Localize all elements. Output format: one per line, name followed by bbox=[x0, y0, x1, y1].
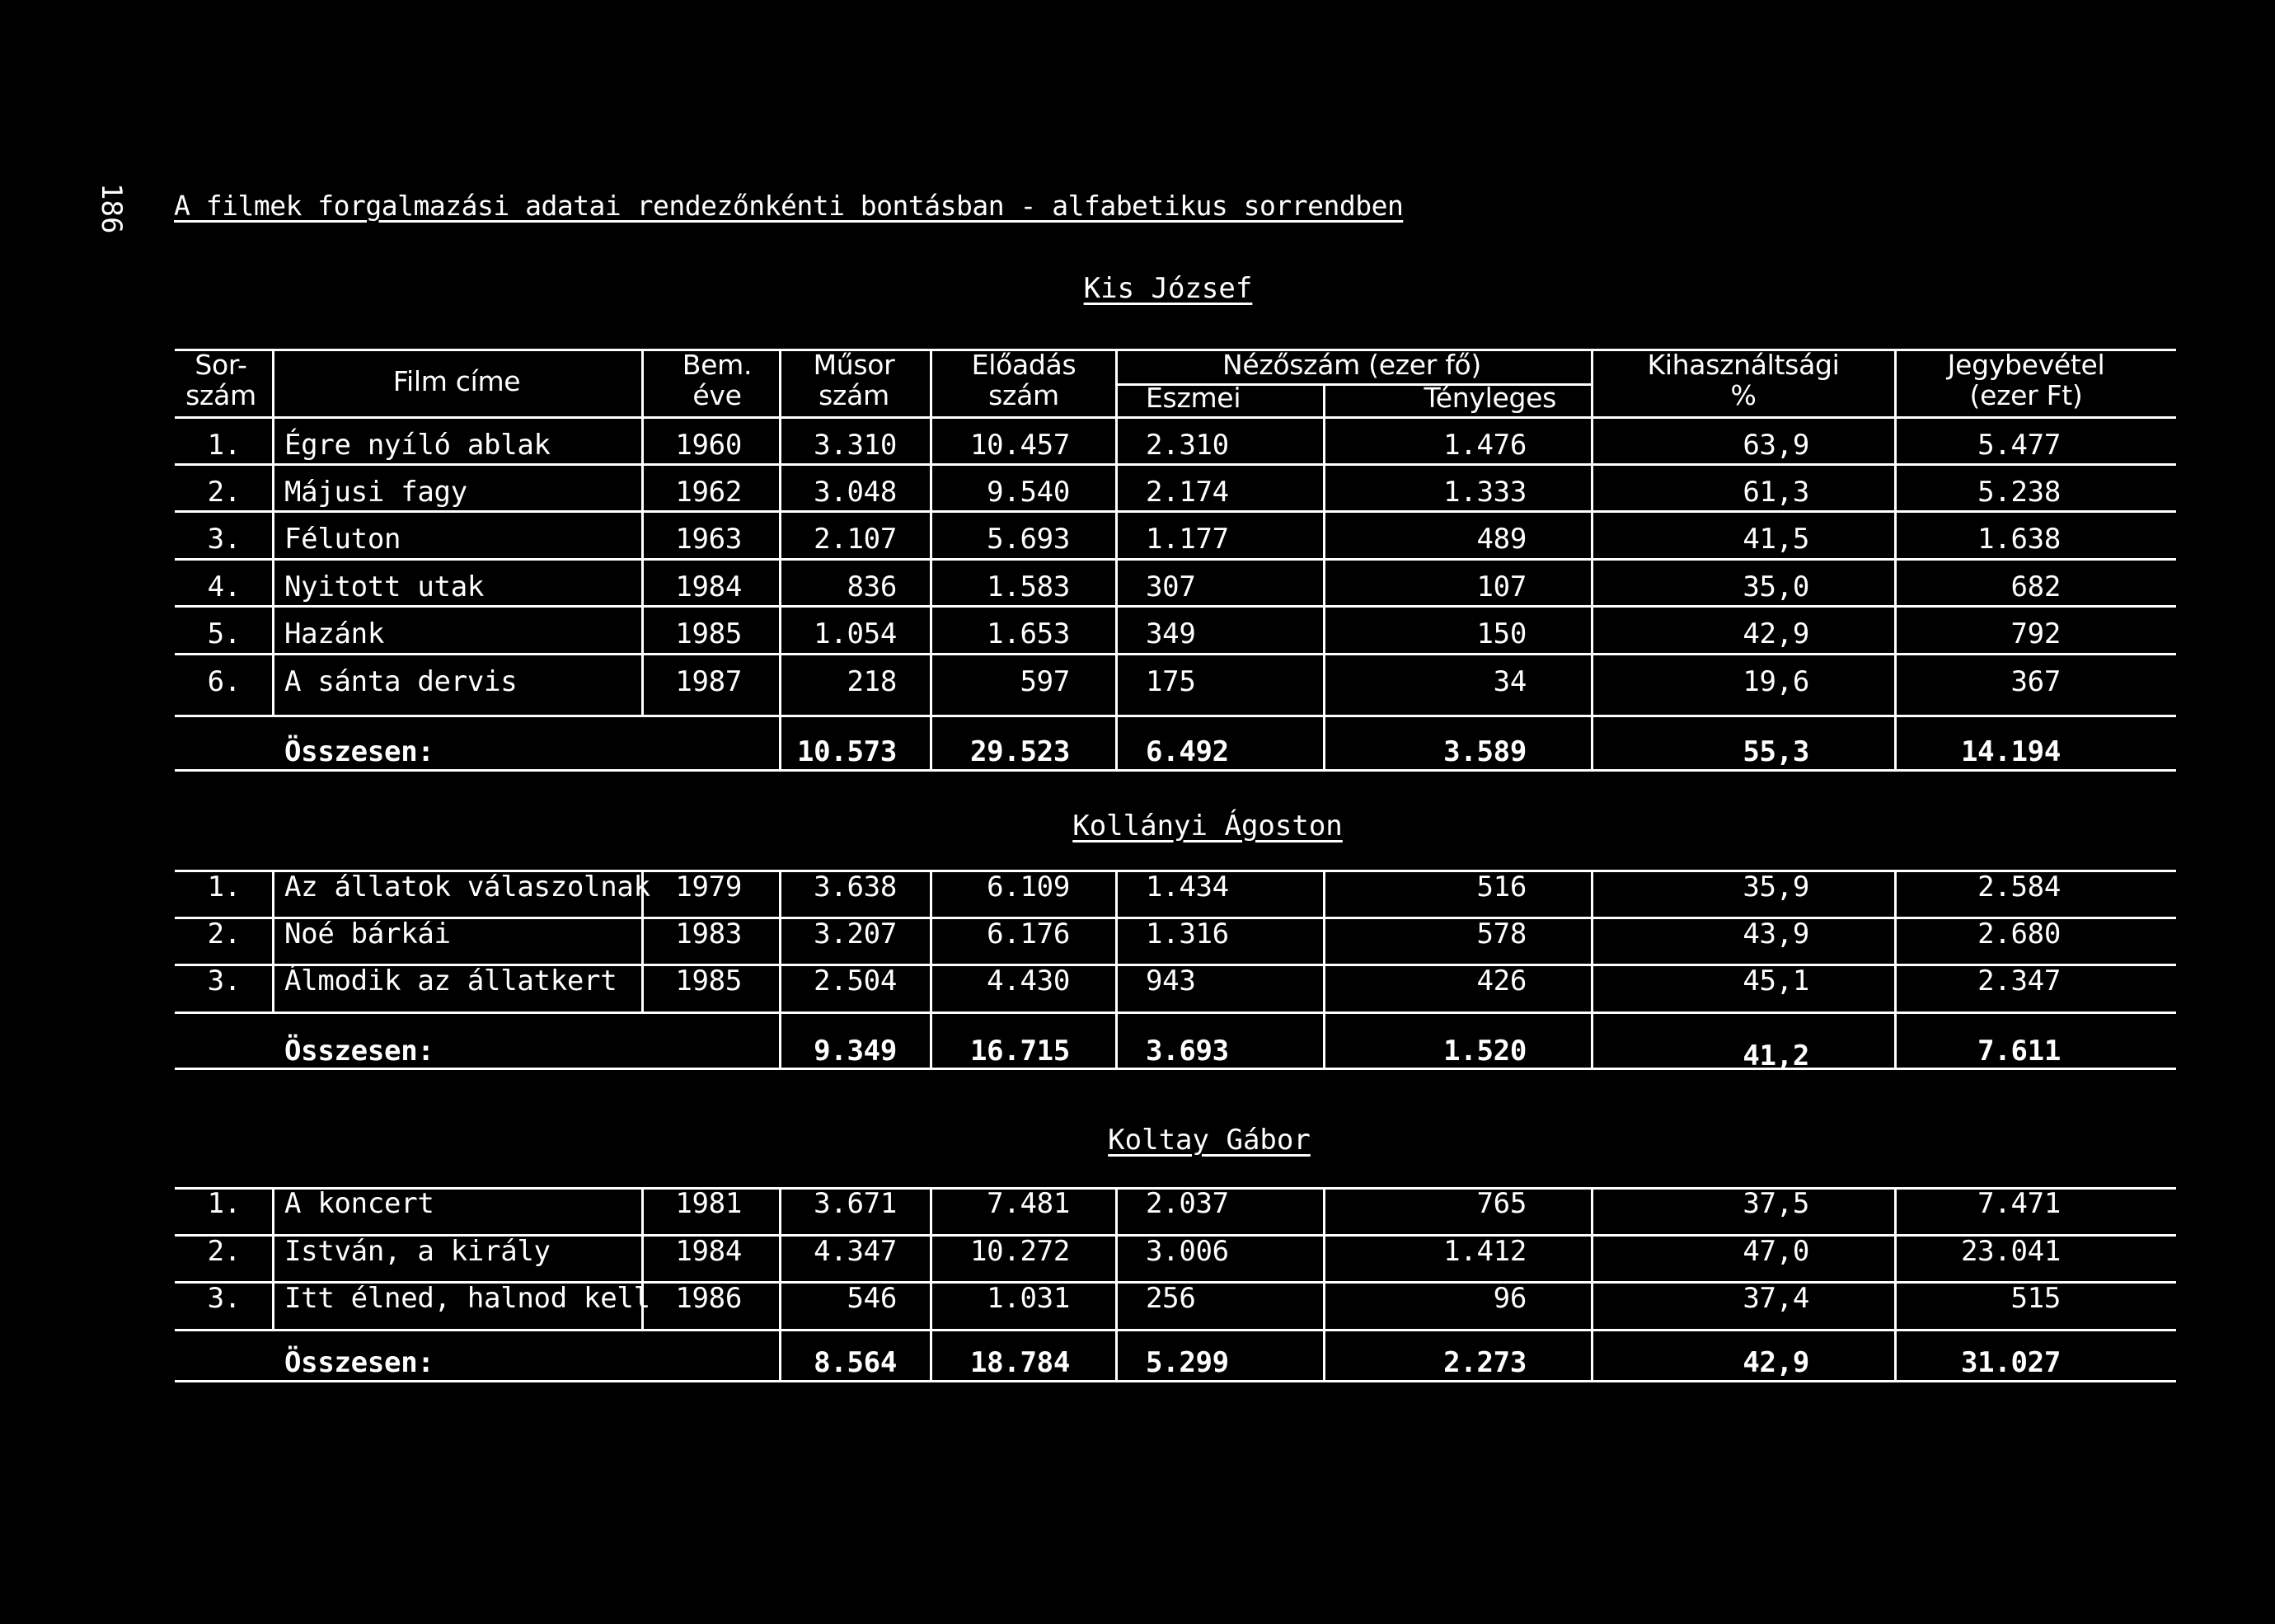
eloadas-szam: 7.481 bbox=[987, 1187, 1070, 1220]
row-number: 3. bbox=[207, 1282, 241, 1315]
kihasznaltsag-pct: 45,1 bbox=[1743, 965, 1809, 997]
film-title: Égre nyíló ablak bbox=[284, 429, 551, 462]
nezoszam-tenyleges: 765 bbox=[1476, 1187, 1527, 1220]
row-number: 4. bbox=[207, 570, 241, 603]
release-year: 1986 bbox=[675, 1282, 742, 1315]
column-divider bbox=[779, 1187, 781, 1329]
film-title: Májusi fagy bbox=[284, 476, 467, 509]
total-bottom-rule bbox=[175, 769, 2176, 772]
row-number: 1. bbox=[207, 429, 241, 462]
column-divider bbox=[1591, 1187, 1593, 1329]
jegybevetel: 2.347 bbox=[1977, 965, 2061, 997]
header-divider bbox=[1323, 383, 1325, 416]
header-nezoszam: Nézőszám (ezer fő) bbox=[1222, 349, 1482, 381]
kihasznaltsag-pct: 43,9 bbox=[1743, 918, 1809, 950]
nezoszam-eszmei: 943 bbox=[1146, 965, 1196, 997]
nezoszam-eszmei: 256 bbox=[1146, 1282, 1196, 1315]
eloadas-szam: 6.176 bbox=[987, 918, 1070, 950]
film-title: Noé bárkái bbox=[284, 918, 451, 950]
header-sorszam-line2: szám bbox=[185, 379, 256, 411]
header-kihasznaltsagi-line2: % bbox=[1730, 379, 1757, 411]
row-number: 3. bbox=[207, 523, 241, 556]
nezoszam-tenyleges: 1.412 bbox=[1443, 1235, 1527, 1268]
header-divider bbox=[641, 349, 644, 416]
nezoszam-tenyleges: 34 bbox=[1493, 665, 1527, 698]
total-label: Összesen: bbox=[284, 1346, 434, 1379]
row-rule bbox=[175, 558, 2176, 561]
release-year: 1979 bbox=[675, 871, 742, 904]
total-tenyleges: 3.589 bbox=[1443, 735, 1527, 768]
row-number: 2. bbox=[207, 1235, 241, 1268]
total-eszmei: 3.693 bbox=[1146, 1035, 1229, 1068]
column-divider bbox=[1894, 870, 1897, 1011]
section-director: Kollányi Ágoston bbox=[1072, 810, 1343, 843]
jegybevetel: 2.680 bbox=[1977, 918, 2061, 950]
eloadas-szam: 6.109 bbox=[987, 871, 1070, 904]
header-jegybevetel-line1: Jegybevétel bbox=[1947, 349, 2105, 381]
film-title: A koncert bbox=[284, 1187, 434, 1220]
musor-szam: 3.638 bbox=[814, 871, 897, 904]
row-number: 1. bbox=[207, 1187, 241, 1220]
total-jegybevetel: 7.611 bbox=[1977, 1035, 2061, 1068]
column-divider bbox=[1323, 1187, 1325, 1329]
nezoszam-tenyleges: 107 bbox=[1476, 570, 1527, 603]
release-year: 1981 bbox=[675, 1187, 742, 1220]
column-divider bbox=[272, 1187, 274, 1329]
total-jegybevetel: 14.194 bbox=[1960, 735, 2061, 768]
document-title: A filmek forgalmazási adatai rendezőnkénti bontásban - alfabetikus sorrendben bbox=[174, 190, 1404, 222]
total-divider bbox=[1894, 715, 1897, 769]
header-divider bbox=[1591, 349, 1593, 416]
jegybevetel: 792 bbox=[2010, 617, 2061, 650]
nezoszam-tenyleges: 578 bbox=[1476, 918, 1527, 950]
header-musor-line1: Műsor bbox=[813, 349, 895, 381]
total-divider bbox=[930, 715, 932, 769]
film-title: Nyitott utak bbox=[284, 570, 485, 603]
header-divider bbox=[1115, 349, 1118, 416]
total-musor: 10.573 bbox=[796, 735, 897, 768]
total-divider bbox=[1115, 715, 1118, 769]
row-rule bbox=[175, 653, 2176, 655]
row-rule bbox=[175, 463, 2176, 466]
film-title: Hazánk bbox=[284, 617, 385, 650]
row-rule bbox=[175, 605, 2176, 608]
header-kihasznaltsagi-line1: Kihasználtsági bbox=[1647, 349, 1840, 381]
kihasznaltsag-pct: 61,3 bbox=[1743, 476, 1809, 509]
eloadas-szam: 10.457 bbox=[969, 429, 1070, 462]
release-year: 1987 bbox=[675, 665, 742, 698]
jegybevetel: 23.041 bbox=[1960, 1235, 2061, 1268]
column-divider bbox=[1591, 870, 1593, 1011]
header-eloadas-line1: Előadás bbox=[971, 349, 1077, 381]
column-divider bbox=[641, 416, 644, 715]
header-eloadas-line2: szám bbox=[988, 379, 1059, 411]
nezoszam-tenyleges: 426 bbox=[1476, 965, 1527, 997]
kihasznaltsag-pct: 19,6 bbox=[1743, 665, 1809, 698]
release-year: 1985 bbox=[675, 965, 742, 997]
row-rule bbox=[175, 510, 2176, 513]
release-year: 1984 bbox=[675, 570, 742, 603]
eloadas-szam: 1.031 bbox=[987, 1282, 1070, 1315]
total-pct: 41,2 bbox=[1743, 1040, 1809, 1072]
section-director: Kis József bbox=[1083, 272, 1253, 305]
musor-szam: 3.310 bbox=[814, 429, 897, 462]
total-tenyleges: 1.520 bbox=[1443, 1035, 1527, 1068]
nezoszam-tenyleges: 96 bbox=[1493, 1282, 1527, 1315]
eloadas-szam: 597 bbox=[1020, 665, 1070, 698]
header-top-rule bbox=[175, 349, 2176, 351]
total-bottom-rule bbox=[175, 1380, 2176, 1382]
total-musor: 9.349 bbox=[814, 1035, 897, 1068]
row-number: 6. bbox=[207, 665, 241, 698]
row-rule bbox=[175, 1011, 2176, 1014]
section-director: Koltay Gábor bbox=[1108, 1124, 1311, 1157]
nezoszam-eszmei: 349 bbox=[1146, 617, 1196, 650]
total-pct: 55,3 bbox=[1743, 735, 1809, 768]
film-title: A sánta dervis bbox=[284, 665, 518, 698]
total-eszmei: 6.492 bbox=[1146, 735, 1229, 768]
row-number: 1. bbox=[207, 871, 241, 904]
nezoszam-eszmei: 175 bbox=[1146, 665, 1196, 698]
header-tenyleges: Tényleges bbox=[1424, 382, 1556, 414]
row-number: 2. bbox=[207, 918, 241, 950]
eloadas-szam: 10.272 bbox=[969, 1235, 1070, 1268]
column-divider bbox=[1115, 1187, 1118, 1329]
total-divider bbox=[1323, 1011, 1325, 1068]
nezoszam-eszmei: 1.177 bbox=[1146, 523, 1229, 556]
row-number: 3. bbox=[207, 965, 241, 997]
kihasznaltsag-pct: 41,5 bbox=[1743, 523, 1809, 556]
column-divider bbox=[1323, 870, 1325, 1011]
film-title: Az állatok válaszolnak bbox=[284, 871, 650, 904]
total-tenyleges: 2.273 bbox=[1443, 1346, 1527, 1379]
column-divider bbox=[930, 870, 932, 1011]
column-divider bbox=[930, 1187, 932, 1329]
header-musor-line2: szám bbox=[819, 379, 889, 411]
total-divider bbox=[1591, 1329, 1593, 1380]
film-title: Féluton bbox=[284, 523, 401, 556]
total-divider bbox=[779, 715, 781, 769]
header-divider bbox=[272, 349, 274, 416]
row-number: 2. bbox=[207, 476, 241, 509]
header-divider bbox=[1894, 349, 1897, 416]
nezoszam-tenyleges: 516 bbox=[1476, 871, 1527, 904]
kihasznaltsag-pct: 35,0 bbox=[1743, 570, 1809, 603]
column-divider bbox=[930, 416, 932, 715]
film-title: István, a király bbox=[284, 1235, 551, 1268]
row-rule bbox=[175, 416, 2176, 419]
total-divider bbox=[1323, 1329, 1325, 1380]
eloadas-szam: 4.430 bbox=[987, 965, 1070, 997]
musor-szam: 3.671 bbox=[814, 1187, 897, 1220]
jegybevetel: 515 bbox=[2010, 1282, 2061, 1315]
eloadas-szam: 1.653 bbox=[987, 617, 1070, 650]
nezoszam-eszmei: 1.316 bbox=[1146, 918, 1229, 950]
total-label: Összesen: bbox=[284, 1035, 434, 1068]
nezoszam-eszmei: 3.006 bbox=[1146, 1235, 1229, 1268]
jegybevetel: 5.238 bbox=[1977, 476, 2061, 509]
column-divider bbox=[779, 870, 781, 1011]
musor-szam: 3.048 bbox=[814, 476, 897, 509]
eloadas-szam: 1.583 bbox=[987, 570, 1070, 603]
header-film-cime: Film címe bbox=[392, 365, 521, 397]
total-divider bbox=[779, 1329, 781, 1380]
header-sorszam-line1: Sor- bbox=[195, 349, 247, 381]
release-year: 1983 bbox=[675, 918, 742, 950]
header-divider bbox=[930, 349, 932, 416]
jegybevetel: 2.584 bbox=[1977, 871, 2061, 904]
row-number: 5. bbox=[207, 617, 241, 650]
column-divider bbox=[1115, 870, 1118, 1011]
column-divider bbox=[272, 870, 274, 1011]
total-divider bbox=[1591, 715, 1593, 769]
column-divider bbox=[1894, 416, 1897, 715]
eloadas-szam: 5.693 bbox=[987, 523, 1070, 556]
musor-szam: 546 bbox=[847, 1282, 897, 1315]
kihasznaltsag-pct: 37,5 bbox=[1743, 1187, 1809, 1220]
nezoszam-eszmei: 2.037 bbox=[1146, 1187, 1229, 1220]
total-pct: 42,9 bbox=[1743, 1346, 1809, 1379]
nezoszam-tenyleges: 1.333 bbox=[1443, 476, 1527, 509]
jegybevetel: 1.638 bbox=[1977, 523, 2061, 556]
kihasznaltsag-pct: 63,9 bbox=[1743, 429, 1809, 462]
total-divider bbox=[1591, 1011, 1593, 1068]
nezoszam-tenyleges: 489 bbox=[1476, 523, 1527, 556]
musor-szam: 4.347 bbox=[814, 1235, 897, 1268]
total-jegybevetel: 31.027 bbox=[1960, 1346, 2061, 1379]
header-divider bbox=[779, 349, 781, 416]
nezoszam-eszmei: 1.434 bbox=[1146, 871, 1229, 904]
header-eszmei: Eszmei bbox=[1146, 382, 1241, 414]
nezoszam-tenyleges: 1.476 bbox=[1443, 429, 1527, 462]
total-eszmei: 5.299 bbox=[1146, 1346, 1229, 1379]
musor-szam: 836 bbox=[847, 570, 897, 603]
total-divider bbox=[1115, 1329, 1118, 1380]
jegybevetel: 5.477 bbox=[1977, 429, 2061, 462]
eloadas-szam: 9.540 bbox=[987, 476, 1070, 509]
header-bem-line1: Bem. bbox=[682, 349, 753, 381]
kihasznaltsag-pct: 35,9 bbox=[1743, 871, 1809, 904]
jegybevetel: 7.471 bbox=[1977, 1187, 2061, 1220]
total-divider bbox=[1894, 1329, 1897, 1380]
column-divider bbox=[1323, 416, 1325, 715]
total-eloadas: 29.523 bbox=[969, 735, 1070, 768]
musor-szam: 218 bbox=[847, 665, 897, 698]
column-divider bbox=[1115, 416, 1118, 715]
total-bottom-rule bbox=[175, 1068, 2176, 1070]
row-rule bbox=[175, 1329, 2176, 1331]
kihasznaltsag-pct: 37,4 bbox=[1743, 1282, 1809, 1315]
nezoszam-eszmei: 2.174 bbox=[1146, 476, 1229, 509]
kihasznaltsag-pct: 47,0 bbox=[1743, 1235, 1809, 1268]
musor-szam: 3.207 bbox=[814, 918, 897, 950]
total-divider bbox=[779, 1011, 781, 1068]
nezoszam-eszmei: 2.310 bbox=[1146, 429, 1229, 462]
total-eloadas: 16.715 bbox=[969, 1035, 1070, 1068]
page-number: 186 bbox=[95, 183, 128, 234]
total-eloadas: 18.784 bbox=[969, 1346, 1070, 1379]
total-divider bbox=[1323, 715, 1325, 769]
total-musor: 8.564 bbox=[814, 1346, 897, 1379]
total-divider bbox=[930, 1011, 932, 1068]
film-title: Álmodik az állatkert bbox=[284, 965, 617, 997]
header-jegybevetel-line2: (ezer Ft) bbox=[1969, 379, 2083, 411]
row-rule bbox=[175, 715, 2176, 717]
jegybevetel: 367 bbox=[2010, 665, 2061, 698]
jegybevetel: 682 bbox=[2010, 570, 2061, 603]
release-year: 1985 bbox=[675, 617, 742, 650]
total-divider bbox=[1894, 1011, 1897, 1068]
release-year: 1963 bbox=[675, 523, 742, 556]
header-bem-line2: éve bbox=[692, 379, 742, 411]
column-divider bbox=[1591, 416, 1593, 715]
column-divider bbox=[779, 416, 781, 715]
musor-szam: 1.054 bbox=[814, 617, 897, 650]
release-year: 1962 bbox=[675, 476, 742, 509]
nezoszam-eszmei: 307 bbox=[1146, 570, 1196, 603]
column-divider bbox=[1894, 1187, 1897, 1329]
total-divider bbox=[930, 1329, 932, 1380]
release-year: 1984 bbox=[675, 1235, 742, 1268]
film-title: Itt élned, halnod kell bbox=[284, 1282, 650, 1315]
total-label: Összesen: bbox=[284, 735, 434, 768]
column-divider bbox=[272, 416, 274, 715]
release-year: 1960 bbox=[675, 429, 742, 462]
musor-szam: 2.107 bbox=[814, 523, 897, 556]
musor-szam: 2.504 bbox=[814, 965, 897, 997]
kihasznaltsag-pct: 42,9 bbox=[1743, 617, 1809, 650]
total-divider bbox=[1115, 1011, 1118, 1068]
nezoszam-tenyleges: 150 bbox=[1476, 617, 1527, 650]
